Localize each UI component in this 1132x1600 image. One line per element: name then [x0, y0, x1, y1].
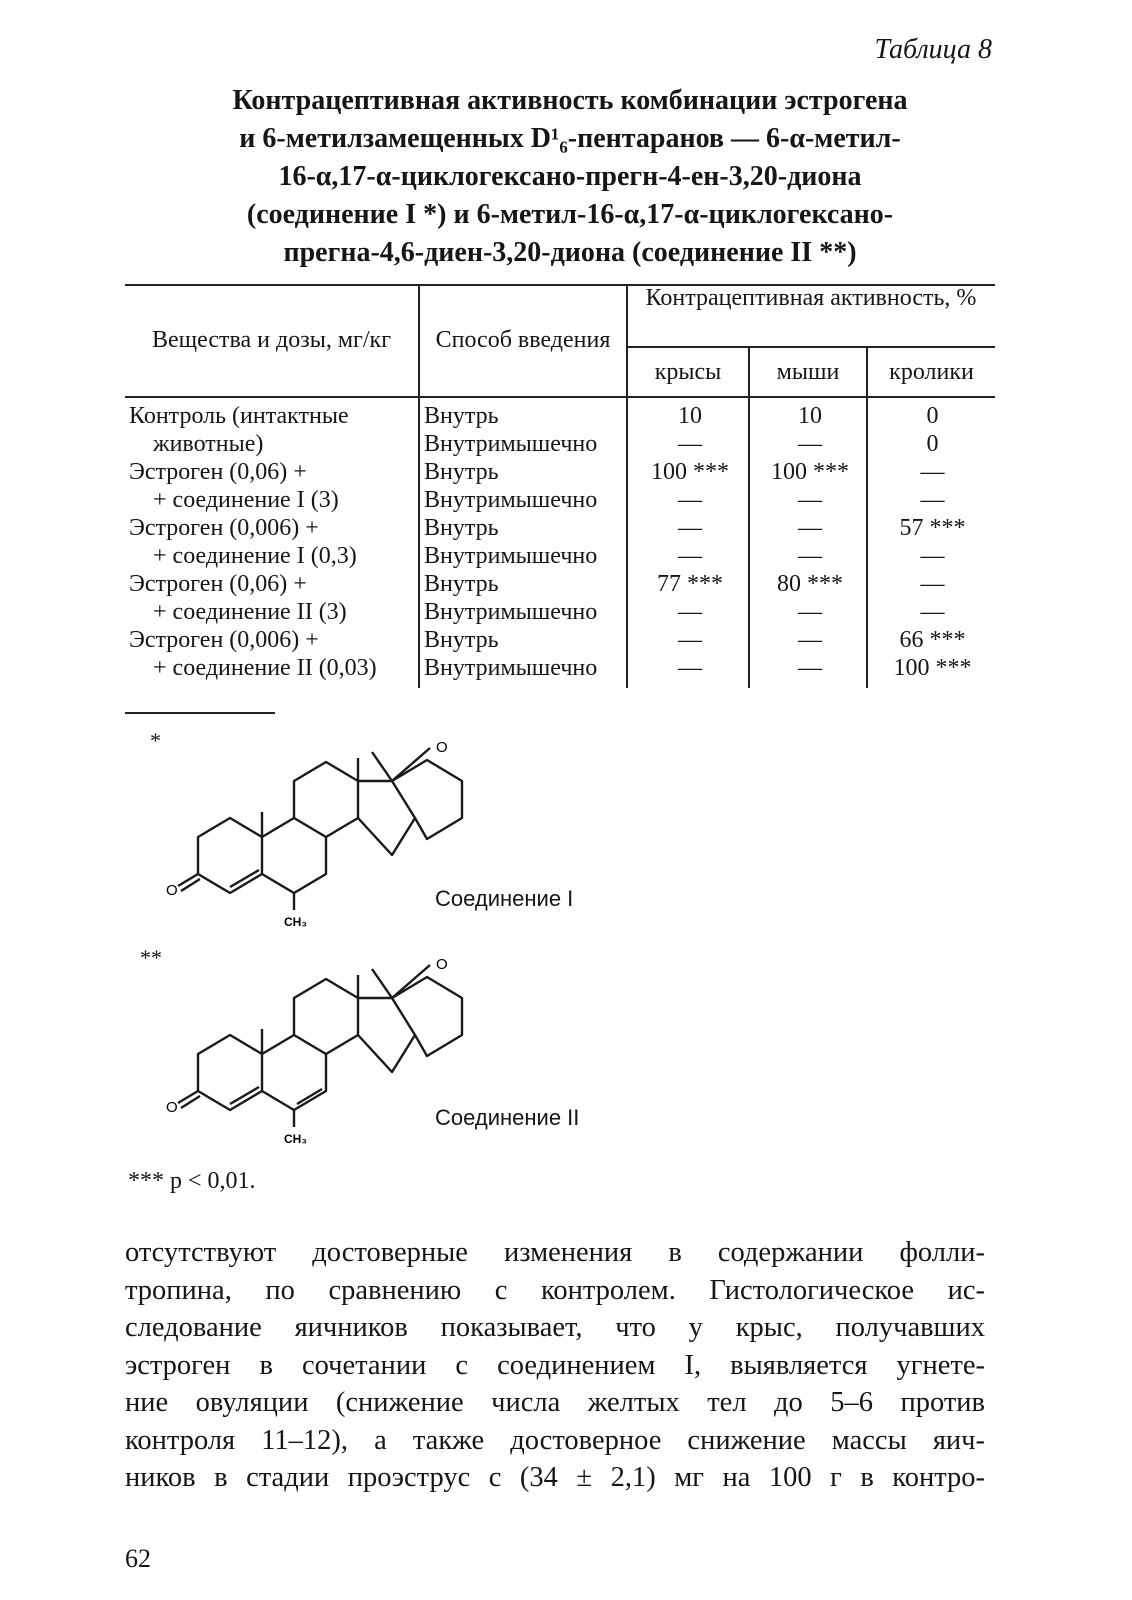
- table-label: Таблица 8: [874, 34, 992, 65]
- header-substance: Вещества и дозы, мг/кг: [151, 327, 392, 353]
- title-line: прегна-4,6-диен-3,20-диона (соединение II **): [283, 237, 857, 268]
- oxygen-label: O: [166, 882, 178, 899]
- methyl-label: CH₃: [284, 1132, 307, 1146]
- page-number: 62: [125, 1544, 151, 1573]
- title-line: и 6-метилзамещенных D¹₆-пентаранов — 6-α-метил-: [239, 123, 901, 154]
- cell-rats: —: [678, 627, 702, 653]
- cell-route: Внутримышечно: [424, 431, 598, 457]
- cell-substance: Эстроген (0,06) +: [129, 571, 307, 597]
- table-row: [125, 570, 995, 598]
- cell-mice: —: [798, 487, 822, 513]
- cell-mice: —: [798, 627, 822, 653]
- table-row: [125, 598, 995, 626]
- cell-route: Внутрь: [424, 515, 499, 541]
- cell-substance: + соединение I (3): [153, 487, 339, 513]
- cell-route: Внутрь: [424, 627, 499, 653]
- cell-rats: —: [678, 515, 702, 541]
- table-row: [125, 430, 995, 458]
- table-row: [125, 626, 995, 654]
- table-header-rule: [125, 396, 995, 398]
- title-line: Контрацептивная активность комбинации эстрогена: [232, 85, 908, 116]
- cell-substance: Эстроген (0,006) +: [129, 515, 319, 541]
- header-route: Способ введения: [435, 327, 611, 353]
- footnote-mark-2: **: [140, 945, 162, 970]
- cell-mice: 80 ***: [777, 571, 843, 597]
- cell-mice: —: [798, 655, 822, 681]
- compound-2-label: Соединение II: [435, 1105, 580, 1130]
- header-mice: мыши: [776, 359, 840, 385]
- cell-substance: + соединение II (3): [153, 599, 347, 625]
- table-row: [125, 654, 995, 682]
- table-title: [150, 82, 990, 272]
- cell-rats: 77 ***: [657, 571, 723, 597]
- cell-mice: —: [798, 543, 822, 569]
- oxygen-label: O: [166, 1099, 178, 1116]
- cell-route: Внутрь: [424, 403, 499, 429]
- cell-mice: 100 ***: [771, 459, 849, 485]
- body-line: ников в стадии проэструс с (34 ± 2,1) мг на 100 г в контро-: [125, 1462, 985, 1493]
- cell-substance: + соединение I (0,3): [153, 543, 357, 569]
- significance-note: *** p < 0,01.: [128, 1168, 256, 1194]
- cell-rats: 10: [678, 403, 702, 429]
- cell-rabbits: —: [920, 543, 945, 569]
- table-subheader-rule: [627, 346, 995, 348]
- cell-route: Внутримышечно: [424, 655, 598, 681]
- header-rats: крысы: [654, 359, 722, 385]
- oxygen-label: O: [436, 956, 448, 973]
- table-row: [125, 542, 995, 570]
- cell-route: Внутримышечно: [424, 543, 598, 569]
- cell-rabbits: —: [920, 487, 945, 513]
- footnote-mark-1: *: [150, 728, 161, 753]
- body-line: следование яичников показывает, что у крыс, получавших: [125, 1312, 985, 1343]
- cell-rabbits: —: [920, 571, 945, 597]
- methyl-label: CH₃: [284, 915, 307, 929]
- cell-mice: 10: [798, 403, 822, 429]
- cell-rabbits: —: [920, 459, 945, 485]
- body-line: эстроген в сочетании с соединением I, выявляется угнете-: [125, 1349, 985, 1381]
- cell-rats: —: [678, 655, 702, 681]
- body-line: контроля 11–12), а также достоверное снижение массы яич-: [125, 1424, 985, 1456]
- cell-mice: —: [798, 599, 822, 625]
- cell-substance: Эстроген (0,006) +: [129, 627, 319, 653]
- cell-rabbits: 100 ***: [893, 655, 972, 681]
- cell-mice: —: [798, 431, 822, 457]
- cell-rats: —: [678, 431, 702, 457]
- cell-rabbits: —: [920, 599, 945, 625]
- cell-rats: —: [678, 543, 702, 569]
- cell-substance: Контроль (интактные: [129, 403, 349, 429]
- cell-route: Внутрь: [424, 459, 499, 485]
- header-activity: Контрацептивная активность, %: [645, 285, 977, 311]
- footnote-separator: [125, 712, 275, 714]
- cell-rabbits: 66 ***: [899, 627, 966, 653]
- table-row: [125, 458, 995, 486]
- cell-rabbits: 0: [926, 431, 939, 457]
- compound-1-label: Соединение I: [435, 886, 574, 911]
- cell-rabbits: 57 ***: [899, 515, 966, 541]
- table-row: [125, 514, 995, 542]
- cell-mice: —: [798, 515, 822, 541]
- title-line: 16-α,17-α-циклогексано-прегн-4-ен-3,20-диона: [278, 161, 862, 192]
- cell-rats: 100 ***: [651, 459, 729, 485]
- body-text: [125, 1234, 985, 1497]
- title-line: (соединение I *) и 6-метил-16-α,17-α-циклогексано-: [246, 199, 894, 230]
- body-line: отсутствуют достоверные изменения в содержании фолли-: [125, 1237, 985, 1268]
- table-row: [125, 486, 995, 514]
- oxygen-label: O: [436, 739, 448, 756]
- cell-substance: животные): [153, 431, 264, 457]
- table-row: [125, 402, 995, 430]
- cell-route: Внутримышечно: [424, 487, 598, 513]
- cell-substance: + соединение II (0,03): [153, 655, 377, 681]
- body-line: тропина, по сравнению с контролем. Гистологическое ис-: [125, 1274, 985, 1306]
- cell-rabbits: 0: [926, 403, 939, 429]
- cell-route: Внутримышечно: [424, 599, 598, 625]
- cell-substance: Эстроген (0,06) +: [129, 459, 307, 485]
- body-line: ние овуляции (снижение числа желтых тел до 5–6 против: [125, 1387, 985, 1418]
- header-rabbits: кролики: [889, 359, 974, 385]
- cell-rats: —: [678, 487, 702, 513]
- cell-rats: —: [678, 599, 702, 625]
- cell-route: Внутрь: [424, 571, 499, 597]
